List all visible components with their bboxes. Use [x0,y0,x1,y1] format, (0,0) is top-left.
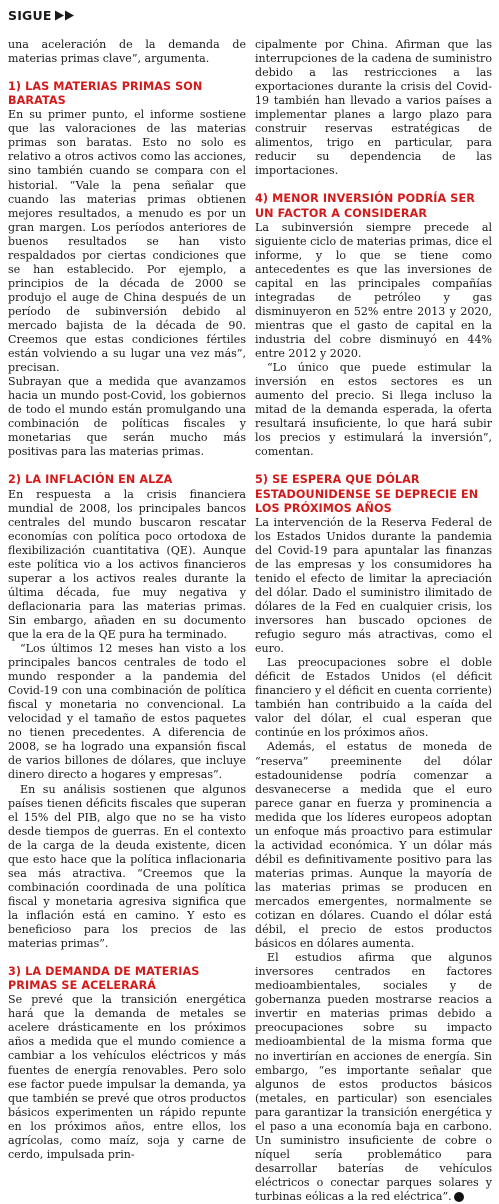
paragraph-text: La subinversión siempre precede al siguiente ciclo de materias primas, dice el informe, y lo que se tiene como antecedentes es que las inversiones de capital en las principales compañías integradas de petróleo y gas disminuyeron en 52% entre 2013 y 2020, mientras que el gasto de capital en la industria del cobre disminuyó en 44% entre 2012 y 2020. [255,220,492,361]
paragraph [255,516,492,656]
heading-text: 5) SE ESPERA QUE DÓLAR ESTADOUNIDENSE SE DEPRECIE EN LOS PRÓXIMOS AÑOS [255,473,479,515]
heading-text: 4) MENOR INVERSIÓN PODRÍA SER UN FACTOR A CONSIDERAR [255,192,475,220]
paragraph [255,740,492,951]
article-column-left [8,38,246,1162]
paragraph [8,375,246,459]
paragraph [255,361,492,459]
paragraph [8,642,246,782]
paragraph-text: “Lo único que puede estimular la inversión en estos sectores es un aumento del precio. Si llega incluso la mitad de la demanda esperada, la oferta resultará insuficiente, lo que hará subir los precios y estimulará la inversión”, comentan. [255,361,492,459]
paragraph [255,38,492,178]
continue-marker [8,7,76,23]
paragraph [255,221,492,361]
paragraph-text: En su análisis sostienen que algunos países tienen déficits fiscales que superan el 15% del PIB, algo que no se ha visto desde tiempos de guerras. En el contexto de la carga de la deuda existente, dicen que esto hace que la política inflacionaria sea más atractiva. “Creemos que la combinación coordinada de una política fiscal y monetaria agresiva significa que la inflación está en camino. Y esto es beneficioso para los precios de las materias primas”. [8,782,246,951]
section-heading [8,80,246,108]
paragraph-text: Se prevé que la transición energética hará que la demanda de metales se acelere drásticamente en los próximos años a medida que el mundo comience a cambiar a los vehículos eléctricos y más fuentes de energía renovables. Pero solo ese factor puede impulsar la demanda, ya que también se prevé que otros productos básicos experimenten un rápido repunte en los próximos años, entre ellos, los agrícolas, como maíz, soja y carne de cerdo, impulsada prin- [8,993,246,1161]
section-gap [8,951,246,965]
paragraph-text: Subrayan que a medida que avanzamos hacia un mundo post-Covid, los gobiernos de todo el mundo están promulgando una combinación de políticas fiscales y monetarias que serán mucho más positivas para las materias primas. [8,375,246,459]
paragraph [8,993,246,1162]
section-gap [8,459,246,473]
paragraph [8,783,246,952]
section-gap [8,66,246,80]
paragraph [8,38,246,66]
continue-label: SIGUE [8,7,52,23]
heading-text: 1) LAS MATERIAS PRIMAS SON BARATAS [8,80,203,108]
paragraph-text: una aceleración de la demanda de materias primas clave”, argumenta. [8,38,246,66]
section-heading [8,965,246,993]
paragraph-text: Además, el estatus de moneda de “reserva” preeminente del dólar estadounidense podría comenzar a desvanecerse a medida que el euro parece ganar en fuerza y prominencia a medida que los líderes europeos adoptan un enfoque más proactivo para estimular la actividad económica. Y un dólar más débil es definitivamente positivo para las materias primas. Aunque la mayoría de las materias primas se producen en mercados emergentes, normalmente se cotizan en dólares. Cuando el dólar está débil, el precio de estos productos básicos en dólares aumenta. [255,740,492,951]
paragraph-text: cipalmente por China. Afirman que las interrupciones de la cadena de suministro debido a las restricciones a las exportaciones durante la crisis del Covid-19 también han llevado a varios países a implementar planes a largo plazo para construir reservas estratégicas de alimentos, trigo en particular, para reducir su dependencia de las importaciones. [255,38,492,178]
paragraph-text: Las preocupaciones sobre el doble déficit de Estados Unidos (el déficit financiero y el déficit en cuenta corriente) también han contribuido a la caída del valor del dólar, el cual esperan que continúe en los próximos años. [255,656,492,740]
paragraph-text: En respuesta a la crisis financiera mundial de 2008, los principales bancos centrales del mundo buscaron rescatar economías con política poco ortodoxa de flexibilización cuantitativa (QE). Aunque este política vio a los activos financieros superar a los activos reales durante la última década, fue muy negativa y deflacionaria para las materias primas. Sin embargo, añaden en su documento que la era de la QE pura ha terminado. [8,487,246,642]
heading-text: 2) LA INFLACIÓN EN ALZA [8,473,173,487]
article-column-right [255,38,492,1204]
section-heading [8,473,246,487]
heading-text: 3) LA DEMANDA DE MATERIAS PRIMAS SE ACELERARÁ [8,965,200,993]
paragraph-text: La intervención de la Reserva Federal de los Estados Unidos durante la pandemia del Covid-19 para apuntalar las finanzas de las empresas y los consumidores ha tenido el efecto de limitar la apreciación del dólar. Dado el suministro ilimitado de dólares de la Fed en cualquier crisis, los inversores han buscado opciones de refugio seguro más atractivas, como el euro. [255,515,492,656]
double-arrow-icon [54,10,76,21]
section-gap [255,178,492,192]
paragraph-text: El estudios afirma que algunos inversores centrados en factores medioambientales, sociales y de gobernanza pueden mostrarse reacios a invertir en materias primas debido a preocupaciones sobre su impacto medioambiental de la misma forma que no invertirían en acciones de energía. Sin embargo, “es importante señalar que algunos de estos productos básicos (metales, en particular) son esenciales para garantizar la transición energética y el paso a una economía baja en carbono. Un suministro insuficiente de cobre o níquel sería problemático para desarrollar baterías de vehículos eléctricos o conectar parques solares y turbinas eólicas a la red eléctrica”. [255,951,492,1203]
section-gap [255,459,492,473]
paragraph-text: “Los últimos 12 meses han visto a los principales bancos centrales de todo el mundo responder a la pandemia del Covid-19 con una combinación de política fiscal y monetaria no convencional. La velocidad y el tamaño de estos paquetes no tienen precedentes. A diferencia de 2008, se ha logrado una expansión fiscal de varios billones de dólares, que incluye dinero directo a hogares y empresas”. [8,642,246,782]
section-heading [255,473,492,515]
section-heading [255,192,492,220]
paragraph [255,656,492,740]
paragraph [8,488,246,643]
paragraph [255,951,492,1204]
paragraph [8,108,246,375]
end-of-article-icon: P [454,1192,464,1202]
paragraph-text: En su primer punto, el informe sostiene que las valoraciones de las materias primas son baratas. Esto no solo es relativo a otros activos como las acciones, sino también cuando se compara con el historial. “Vale la pena señalar que cuando las materias primas obtienen mejores resultados, a menudo es por un gran margen. Los períodos anteriores de buenos resultados se han visto respaldados por ciertas condiciones que se han establecido. Por ejemplo, a principios de la década de 2000 se produjo el auge de China después de un período de subinversión debido al mercado bajista de la década de 90. Creemos que estas condiciones fértiles están volviendo a su lugar una vez más”, precisan. [8,108,246,375]
